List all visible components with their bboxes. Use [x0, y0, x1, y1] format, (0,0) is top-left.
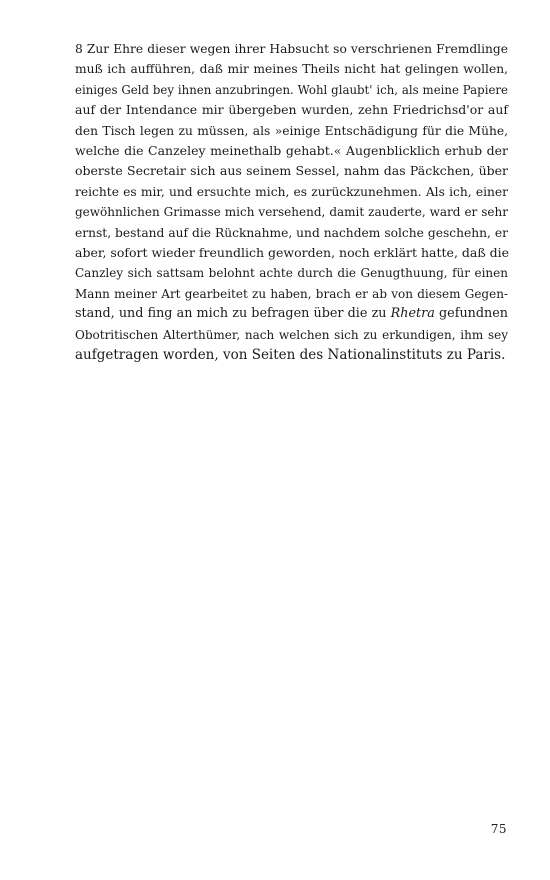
text-line: Mann meiner Art gearbeitet zu haben, brach er ab von diesem Gegen-	[75, 286, 508, 301]
text-line: gewöhnlichen Grimasse mich versehend, damit zauderte, ward er sehr	[75, 205, 508, 220]
text-line: auf der Intendance mir übergeben wurden, zehn Friedrichsd'or auf	[75, 102, 508, 118]
text-line: muß ich aufführen, daß mir meines Theils nicht hat gelingen wollen,	[75, 62, 508, 77]
text-line: ernst, bestand auf die Rücknahme, und nachdem solche geschehn, er	[75, 225, 508, 240]
text-line: Obotritischen Alterthümer, nach welchen sich zu erkundigen, ihm sey	[75, 327, 508, 342]
page-number: 75	[490, 822, 507, 836]
text-line: einiges Geld bey ihnen anzubringen. Wohl glaubt' ich, als meine Papiere	[75, 82, 508, 97]
text-line-with-italic	[75, 304, 508, 324]
place-name-italic: Rhetra	[390, 306, 435, 322]
text-line: welche die Canzeley meinethalb gehabt.« Augenblicklich erhub der	[75, 143, 508, 159]
text-line: reichte es mir, und ersuchte mich, es zurückzunehmen. Als ich, einer	[75, 184, 508, 199]
text-segment: stand, und fing an mich zu befragen über die zu	[75, 306, 387, 322]
text-line: oberste Secretair sich aus seinem Sessel, nahm das Päckchen, über	[75, 163, 508, 179]
text-line-last: aufgetragen worden, von Seiten des Nationalinstituts zu Paris.	[75, 347, 506, 364]
text-segment: gefundnen	[439, 306, 508, 322]
text-line: Canzley sich sattsam belohnt achte durch die Genugthuung, für einen	[75, 266, 508, 281]
text-line: den Tisch legen zu müssen, als »einige Entschädigung für die Mühe,	[75, 123, 508, 138]
text-line: 8 Zur Ehre dieser wegen ihrer Habsucht so verschrienen Fremdlinge	[75, 42, 508, 56]
footnote-text	[75, 39, 508, 366]
text-line: aber, sofort wieder freundlich geworden, noch erklärt hatte, daß die	[75, 245, 510, 261]
